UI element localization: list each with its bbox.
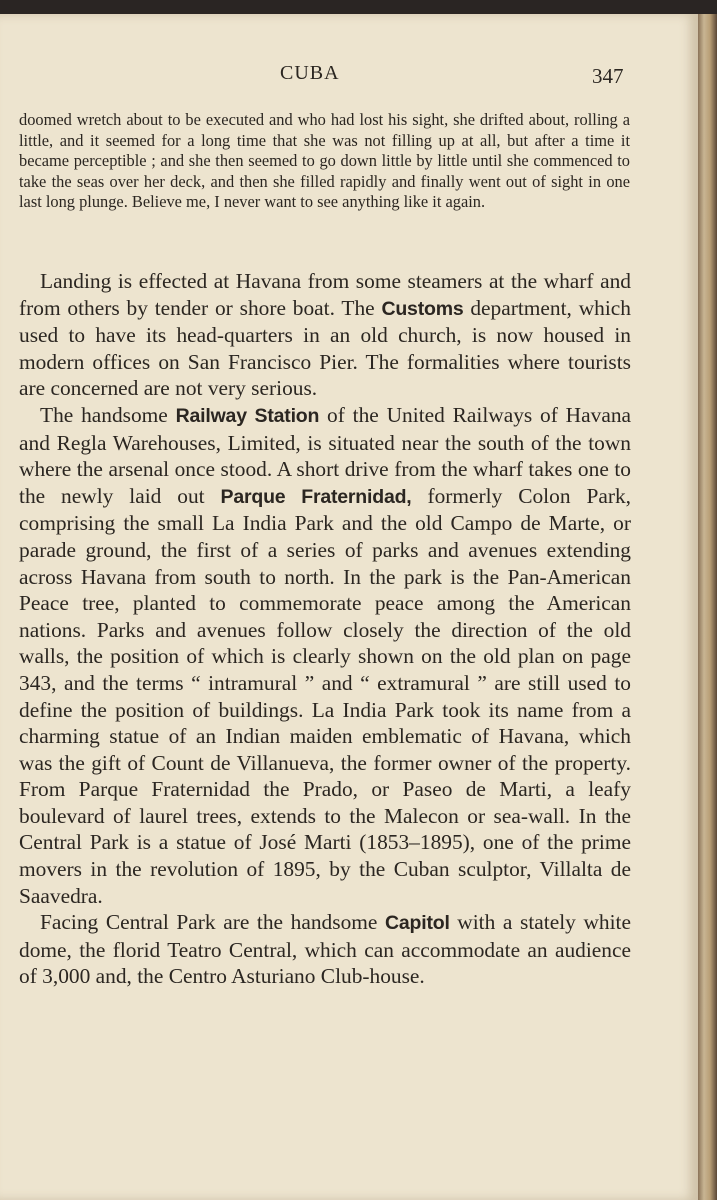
keyword-railway-station: Railway Station (175, 404, 320, 427)
page-number: 347 (592, 64, 624, 88)
book-page (0, 14, 698, 1200)
page-edge (698, 14, 717, 1200)
text-run: with a stately white dome, the florid Teatro Central, which can accommodate an audience of 3,000 and, the Centro Asturiano Club-house. (19, 910, 631, 989)
running-head (0, 62, 698, 88)
keyword-parque-fraternidad: Parque Fraternidad, (220, 485, 412, 508)
keyword-capitol: Capitol (385, 912, 450, 935)
text-run: The handsome (40, 402, 176, 427)
text-run: formerly Colon Park, comprising the small La India Park and the old Campo de Marte, or parade ground, the first of a series of parks and avenues extending across Havana from south to north. In the park is the Pan-American Peace tree, planted to commemorate peace among the American nations. Parks and avenues follow closely the direction of the old walls, the position of which is clearly shown on the old plan on page 343, and the terms “ intramural ” and “ extramural ” are still used to define the position of buildings. La India Park took its name from a charming statue of an Indian maiden emblematic of Havana, which was the gift of Count de Villanueva, the former owner of the property. From Parque Fraternidad the Prado, or Paseo de Marti, a leafy boulevard of laurel trees, extends to the Malecon or sea-wall. In the Central Park is a statue of José Marti (1853–1895), one of the prime movers in the revolution of 1895, by the Cuban sculptor, Villalta de Saavedra. (19, 483, 631, 908)
text-run: of the United Railways of Havana and Regla Warehouses, Limited, is situated near the south of the town where the arsenal once stood. A short drive from the wharf takes one to the newly laid out (19, 402, 632, 508)
quoted-extract: doomed wretch about to be executed and who had lost his sight, she drifted about, rolling a little, and it seemed for a long time that she was not filling up at all, but after a time it became perceptible ; and she then seemed to go down little by little until she commenced to take the seas over her deck, and then she filled rapidly and finally went out of sight in one last long plunge. Believe me, I never want to see anything like it again. (19, 110, 630, 212)
text-run: Landing is effected at Havana from some steamers at the wharf and from others by tender or shore boat. The (19, 269, 631, 320)
paragraph-capitol (19, 909, 631, 990)
text-run: Facing Central Park are the handsome (40, 910, 385, 935)
text-run: department, which used to have its head-quarters in an old church, is now housed in modern offices on San Francisco Pier. The formalities where tourists are concerned are not very serious. (19, 295, 631, 401)
paragraph-landing (19, 268, 631, 402)
body-text (19, 268, 631, 990)
keyword-customs: Customs (381, 297, 464, 320)
paragraph-railway-station (19, 402, 631, 909)
running-title: CUBA (280, 62, 340, 84)
